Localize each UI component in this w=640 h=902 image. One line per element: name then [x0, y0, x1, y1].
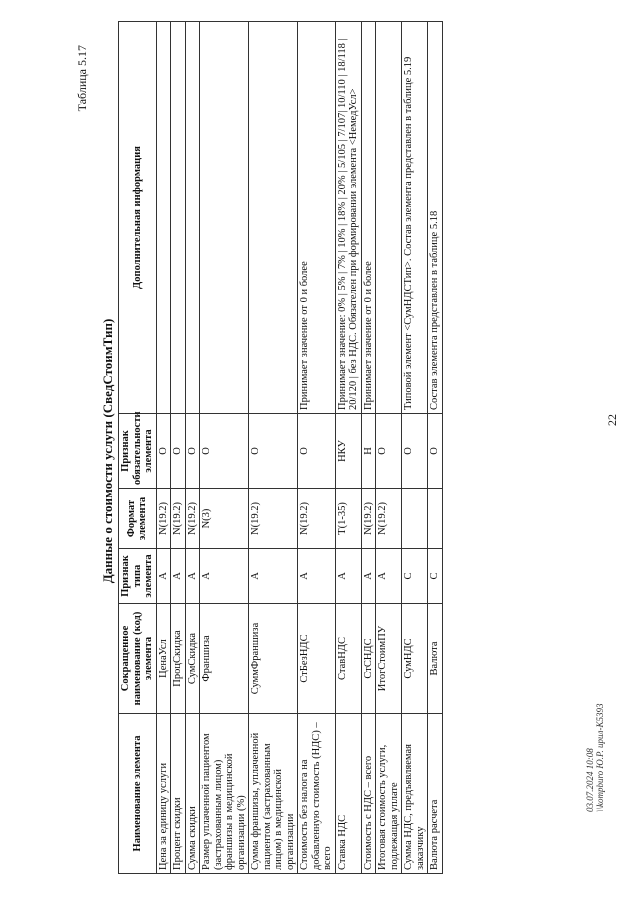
- table-row: [376, 22, 402, 874]
- table-cell: О: [185, 414, 200, 489]
- table-cell: [376, 22, 402, 414]
- page-number: 22: [605, 414, 619, 426]
- table-cell: N(19.2): [185, 489, 200, 549]
- table-title: Данные о стоимости услуги (СведСтоимТип): [100, 318, 115, 584]
- table-cell: N(3): [200, 489, 249, 549]
- table-cell: А: [361, 549, 376, 604]
- table-cell: Цена за единицу услуги: [156, 714, 171, 874]
- table-cell: СуммФраншиза: [249, 604, 298, 714]
- table-row: [335, 22, 361, 874]
- table-row: [200, 22, 249, 874]
- table-cell: О: [171, 414, 186, 489]
- table-cell: T(1-35): [335, 489, 361, 549]
- header-cell: Признак обязательности элемента: [119, 414, 157, 489]
- table-cell: А: [156, 549, 171, 604]
- stamp-line: \\kompburo Ю.Р. ирил-К5393: [595, 703, 605, 812]
- table-cell: С: [402, 549, 428, 604]
- table-cell: N(19.2): [249, 489, 298, 549]
- table-cell: [171, 22, 186, 414]
- table-cell: А: [249, 549, 298, 604]
- table-row: [428, 22, 443, 874]
- table-row: [249, 22, 298, 874]
- table-cell: О: [156, 414, 171, 489]
- header-cell: Дополнительная информация: [119, 22, 157, 414]
- table-cell: [428, 489, 443, 549]
- table-cell: А: [185, 549, 200, 604]
- table-cell: Принимает значение: 0% | 5% | 7% | 10% | 18% | 20% | 5/105 | 7/107| 10/110 | 18/118 | 20/120 | без НДС. Обязателен при формировании элемента <НемедУсл>: [335, 22, 361, 414]
- header-cell: Наименование элемента: [119, 714, 157, 874]
- table-cell: А: [200, 549, 249, 604]
- table-cell: Н: [361, 414, 376, 489]
- table-cell: N(19.2): [298, 489, 336, 549]
- table-label: Таблица 5.17: [75, 45, 89, 112]
- table-cell: Ставка НДС: [335, 714, 361, 874]
- table-cell: А: [298, 549, 336, 604]
- table-row: [156, 22, 171, 874]
- table-cell: Франшиза: [200, 604, 249, 714]
- stamp-line: 03.07.2024 10:08: [585, 748, 595, 812]
- table-cell: О: [249, 414, 298, 489]
- table-cell: [249, 22, 298, 414]
- table-cell: [200, 22, 249, 414]
- table-cell: СтБезНДС: [298, 604, 336, 714]
- table-cell: СумНДС: [402, 604, 428, 714]
- table-cell: Сумма скидки: [185, 714, 200, 874]
- table-cell: ЦенаУсл: [156, 604, 171, 714]
- table-cell: Сумма НДС, предъявляемая заказчику: [402, 714, 428, 874]
- table-cell: Итоговая стоимость услуги, подлежащая уплате: [376, 714, 402, 874]
- table-cell: N(19.2): [361, 489, 376, 549]
- table-cell: Процент скидки: [171, 714, 186, 874]
- table-cell: N(19.2): [376, 489, 402, 549]
- table-cell: А: [335, 549, 361, 604]
- table-cell: Принимает значение от 0 и более: [298, 22, 336, 414]
- header-cell: Формат элемента: [119, 489, 157, 549]
- table-cell: О: [200, 414, 249, 489]
- table-cell: Состав элемента представлен в таблице 5.18: [428, 22, 443, 414]
- table-cell: [402, 489, 428, 549]
- table-cell: N(19.2): [171, 489, 186, 549]
- table-cell: Стоимость с НДС – всего: [361, 714, 376, 874]
- table-cell: А: [171, 549, 186, 604]
- table-row: [185, 22, 200, 874]
- table-header-row: [119, 22, 157, 874]
- table-cell: О: [402, 414, 428, 489]
- table-row: [402, 22, 428, 874]
- table-cell: Валюта: [428, 604, 443, 714]
- data-table: [118, 21, 443, 874]
- table-cell: СумСкидка: [185, 604, 200, 714]
- table-cell: НКУ: [335, 414, 361, 489]
- table-cell: Принимает значение от 0 и более: [361, 22, 376, 414]
- table-row: [171, 22, 186, 874]
- table-cell: ПроцСкидка: [171, 604, 186, 714]
- table-cell: Сумма франшизы, уплаченной пациентом (застрахованным лицом) в медицинской организации: [249, 714, 298, 874]
- table-cell: Валюта расчета: [428, 714, 443, 874]
- table-cell: N(19.2): [156, 489, 171, 549]
- table-cell: Размер уплаченной пациентом (застрахованным лицом) франшизы в медицинской организации (%): [200, 714, 249, 874]
- table-cell: СтавНДС: [335, 604, 361, 714]
- table-cell: [156, 22, 171, 414]
- table-cell: [185, 22, 200, 414]
- header-cell: Признак типа элемента: [119, 549, 157, 604]
- table-cell: А: [376, 549, 402, 604]
- table-cell: ИтогСтоимПУ: [376, 604, 402, 714]
- table-cell: Стоимость без налога на добавленную стоимость (НДС) – всего: [298, 714, 336, 874]
- table-cell: О: [376, 414, 402, 489]
- table-row: [298, 22, 336, 874]
- table-row: [361, 22, 376, 874]
- table-cell: С: [428, 549, 443, 604]
- print-stamp: [585, 704, 605, 812]
- table-cell: О: [298, 414, 336, 489]
- header-cell: Сокращенное наименование (код) элемента: [119, 604, 157, 714]
- table-cell: СтСНДС: [361, 604, 376, 714]
- table-cell: Типовой элемент <СумНДСТип>. Состав элемента представлен в таблице 5.19: [402, 22, 428, 414]
- table-cell: О: [428, 414, 443, 489]
